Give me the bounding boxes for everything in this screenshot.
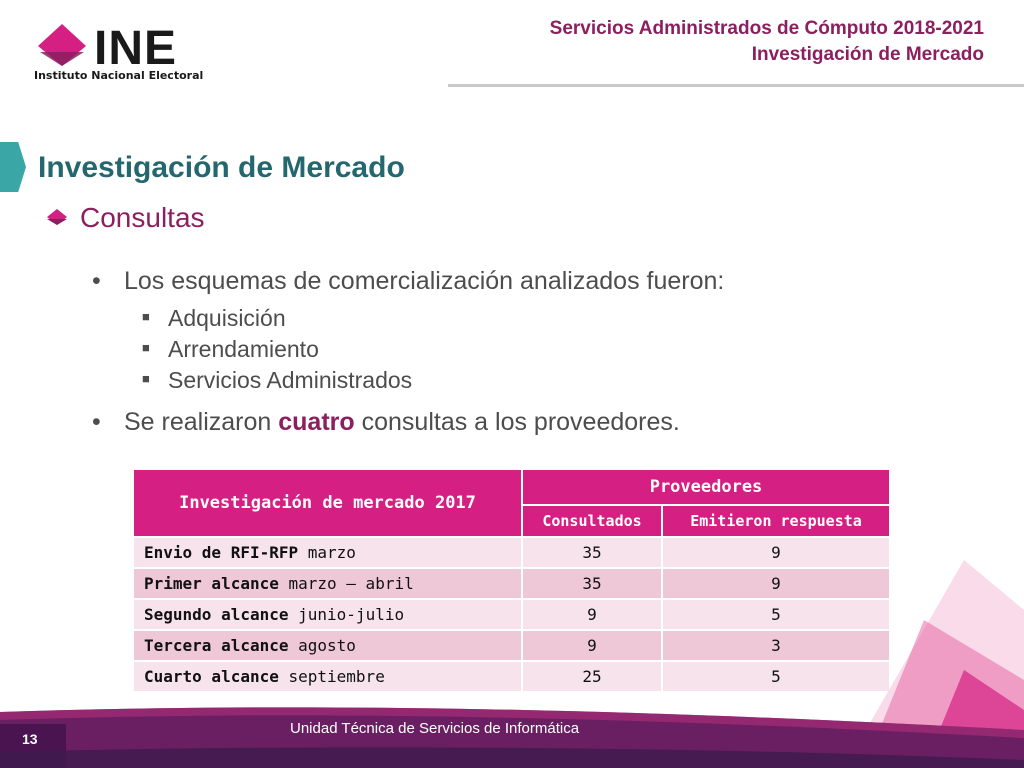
title-tab-marker: [0, 142, 26, 192]
stage-cell: Tercera alcance agosto: [133, 630, 522, 661]
logo-subtitle: Instituto Nacional Electoral: [34, 69, 204, 82]
footer-text: Unidad Técnica de Servicios de Informática: [290, 720, 580, 737]
consulted-cell: 35: [522, 568, 662, 599]
stage-cell: Cuarto alcance septiembre: [133, 661, 522, 692]
ine-logo: [32, 22, 222, 84]
ine-diamond-icon: [32, 22, 92, 68]
section-subtitle: Consultas: [80, 202, 205, 233]
responded-cell: 5: [662, 661, 890, 692]
scheme-item: [142, 334, 319, 366]
scheme-label: Servicios Administrados: [168, 367, 413, 393]
bullet-schemes-text: Los esquemas de comercialización analizados fueron:: [124, 267, 725, 295]
bullet-consultations-text-end: consultas a los proveedores.: [354, 408, 680, 436]
responded-cell: 5: [662, 599, 890, 630]
col-header-consulted: Consultados: [522, 505, 662, 537]
responded-cell: 9: [662, 537, 890, 568]
header-title: [550, 16, 984, 68]
consulted-cell: 9: [522, 599, 662, 630]
consulted-cell: 35: [522, 537, 662, 568]
bullet-schemes: [92, 265, 724, 297]
table-header-providers: Proveedores: [522, 469, 890, 505]
stage-cell: Primer alcance marzo – abril: [133, 568, 522, 599]
bullet-consultations: [92, 406, 680, 438]
diamond-bullet-icon: [44, 208, 70, 226]
page-title: Investigación de Mercado: [38, 151, 405, 184]
logo-text: INE: [94, 22, 178, 75]
consulted-cell: 25: [522, 661, 662, 692]
responded-cell: 3: [662, 630, 890, 661]
stage-cell: Segundo alcance junio-julio: [133, 599, 522, 630]
market-research-table: [132, 468, 891, 693]
header-divider: [448, 84, 1024, 87]
table-row: [133, 537, 890, 568]
bullet-consultations-text: Se realizaron: [124, 408, 279, 436]
stage-cell: Envio de RFI-RFP marzo: [133, 537, 522, 568]
table-row: [133, 661, 890, 692]
page-number: 13: [22, 731, 38, 747]
square-bullet-icon: ■: [142, 339, 150, 355]
scheme-label: Adquisición: [168, 305, 286, 331]
bullet-dot: •: [92, 267, 101, 295]
scheme-item: [142, 303, 286, 335]
square-bullet-icon: ■: [142, 370, 150, 386]
scheme-label: Arrendamiento: [168, 336, 319, 362]
responded-cell: 9: [662, 568, 890, 599]
table-row: [133, 568, 890, 599]
bullet-dot: •: [92, 408, 101, 436]
header-line2: Investigación de Mercado: [751, 44, 984, 65]
header-line1: Servicios Administrados de Cómputo 2018-2021: [549, 18, 984, 39]
table-row: [133, 630, 890, 661]
bullet-consultations-emphasis: cuatro: [278, 408, 355, 436]
consulted-cell: 9: [522, 630, 662, 661]
scheme-item: [142, 365, 412, 397]
table-header-main: Investigación de mercado 2017: [133, 469, 522, 537]
table-row: [133, 599, 890, 630]
square-bullet-icon: ■: [142, 308, 150, 324]
col-header-responded: Emitieron respuesta: [662, 505, 890, 537]
